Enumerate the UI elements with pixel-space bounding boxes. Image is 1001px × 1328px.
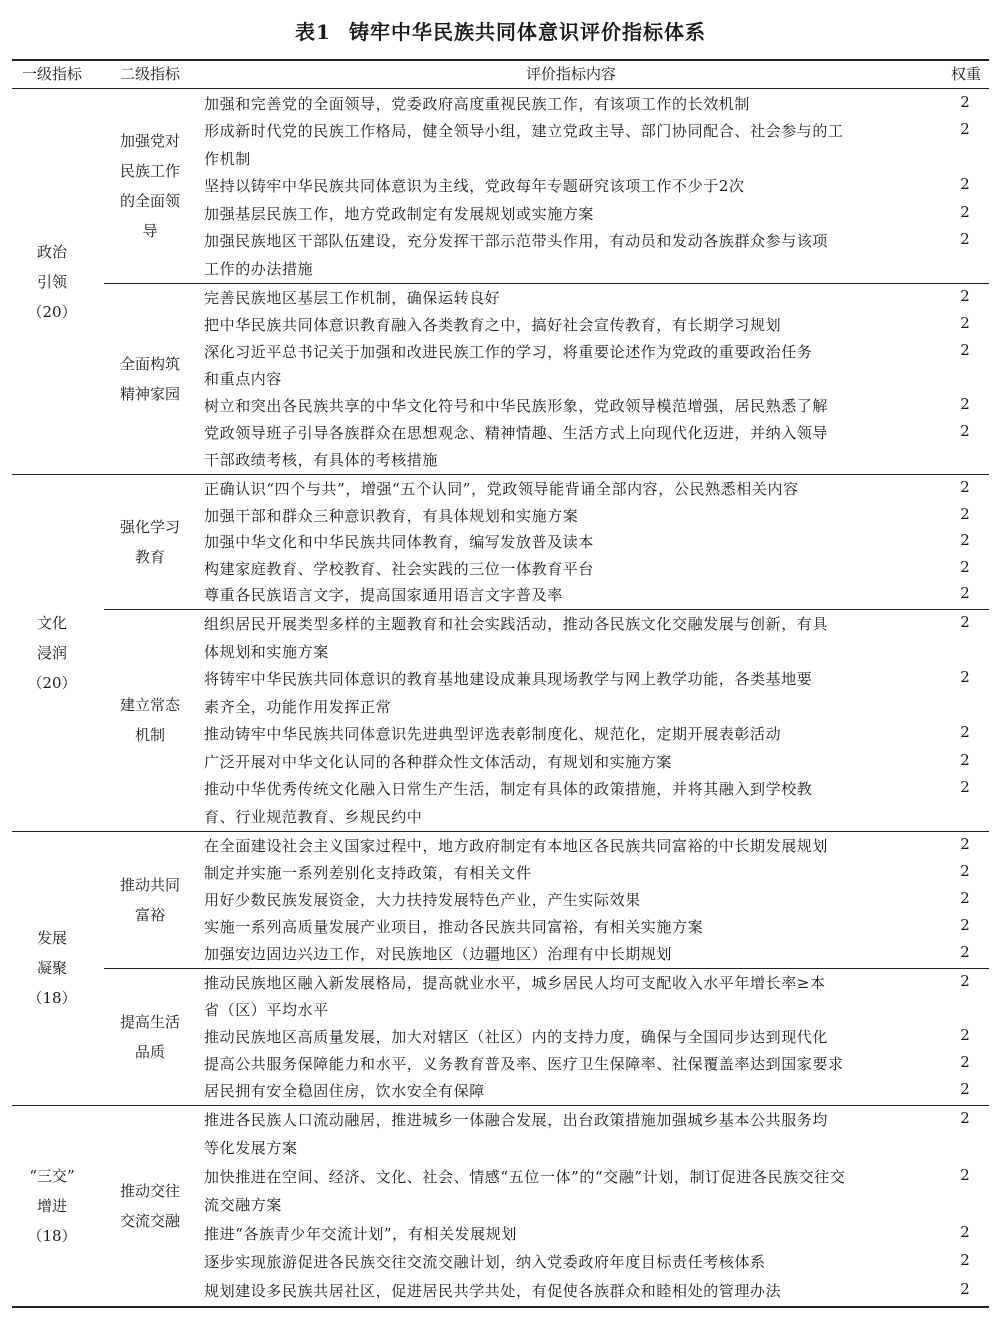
indicator-text: 干部政绩考核，有具体的考核措施 — [204, 451, 439, 469]
subcategory-label: 加强党对 — [119, 132, 180, 150]
table-title-text: 铸牢中华民族共同体意识评价指标体系 — [348, 20, 706, 44]
category-label: 政治 — [36, 242, 67, 261]
header-rule — [12, 88, 989, 89]
weight-value: 2 — [960, 531, 970, 550]
weight-value: 2 — [960, 175, 970, 194]
header-level2: 二级指标 — [119, 65, 180, 83]
indicator-text: 坚持以铸牢中华民族共同体意识为主线，党政每年专题研究该项工作不少于2次 — [204, 177, 745, 196]
indicator-text: 体规划和实施方案 — [204, 642, 329, 661]
weight-value: 2 — [960, 341, 970, 359]
indicator-text: 完善民族地区基层工作机制，确保运转良好 — [204, 289, 501, 307]
header-weight: 权重 — [950, 65, 981, 83]
indicator-text: 把中华民族共同体意识教育融入各类教育之中，搞好社会宣传教育，有长期学习规划 — [204, 316, 782, 334]
subcategory-rule — [104, 968, 989, 969]
weight-value: 2 — [960, 120, 970, 139]
indicator-text: 树立和突出各民族共享的中华文化符号和中华民族形象，党政领导模范增强，居民熟悉了解 — [204, 397, 829, 415]
weight-value: 2 — [960, 230, 970, 249]
indicator-text: 省（区）平均水平 — [204, 1001, 329, 1019]
indicator-text: 加强和完善党的全面领导，党委政府高度重视民族工作，有该项工作的长效机制 — [204, 95, 751, 113]
indicator-text: 深化习近平总书记关于加强和改进民族工作的学习，将重要论述作为党政的重要政治任务 — [204, 343, 813, 361]
indicator-text: 实施一系列高质量发展产业项目，推动各民族共同富裕，有相关实施方案 — [204, 918, 704, 936]
weight-value: 2 — [960, 778, 970, 796]
weight-value: 2 — [960, 584, 970, 603]
subcategory-label: 教育 — [134, 547, 165, 566]
subcategory-label: 全面构筑 — [119, 354, 180, 373]
weight-value: 2 — [960, 972, 970, 990]
indicator-text: 推进各民族人口流动融居，推进城乡一体融合发展，出台政策措施加强城乡基本公共服务均 — [204, 1111, 829, 1129]
indicator-text: 组织居民开展类型多样的主题教育和社会实践活动，推动各民族文化交融发展与创新，有具 — [204, 615, 829, 633]
indicator-text: 推进“各族青少年交流计划”，有相关发展规划 — [204, 1224, 517, 1243]
weight-value: 2 — [960, 287, 970, 305]
indicator-text: 将铸牢中华民族共同体意识的教育基地建设成兼具现场教学与网上教学功能，各类基地要 — [204, 670, 813, 688]
indicator-text: 逐步实现旅游促进各民族交往交流交融计划，纳入党委政府年度目标责任考核体系 — [204, 1253, 766, 1272]
category-label: “三交” — [29, 1166, 75, 1185]
weight-value: 2 — [960, 478, 970, 496]
category-label: （20） — [27, 673, 77, 692]
category-label: 增进 — [36, 1196, 67, 1215]
category-label: 凝聚 — [36, 959, 67, 977]
indicator-text: 在全面建设社会主义国家过程中，地方政府制定有本地区各民族共同富裕的中长期发展规划 — [204, 837, 829, 855]
indicator-text: 加强安边固边兴边工作，对民族地区（边疆地区）治理有中长期规划 — [204, 945, 673, 963]
weight-value: 2 — [960, 862, 970, 880]
subcategory-rule — [104, 283, 989, 284]
subcategory-label: 提高生活 — [119, 1012, 180, 1031]
indicator-text: 加强基层民族工作，地方党政制定有发展规划或实施方案 — [204, 204, 595, 223]
subcategory-label: 精神家园 — [119, 384, 180, 403]
weight-value: 2 — [960, 395, 970, 413]
weight-value: 2 — [960, 93, 970, 111]
weight-value: 2 — [960, 943, 970, 961]
table-top-rule — [12, 59, 989, 61]
weight-value: 2 — [960, 202, 970, 221]
weight-value: 2 — [960, 1222, 970, 1241]
category-label: （18） — [27, 1226, 77, 1245]
indicator-text: 制定并实施一系列差别化支持政策，有相关文件 — [204, 864, 532, 882]
indicator-text: 加强干部和群众三种意识教育，有具体规划和实施方案 — [204, 506, 579, 525]
category-rule — [12, 474, 989, 475]
indicator-text: 素齐全，功能作用发挥正常 — [204, 697, 392, 716]
indicator-text: 流交融方案 — [204, 1196, 283, 1215]
category-label: 引领 — [36, 272, 67, 291]
indicator-text: 和重点内容 — [204, 370, 283, 388]
subcategory-label: 建立常态 — [119, 696, 180, 714]
weight-value: 2 — [960, 668, 970, 686]
table-number: 表1 — [295, 20, 331, 44]
weight-value: 2 — [960, 314, 970, 332]
weight-value: 2 — [960, 1109, 970, 1127]
weight-value: 2 — [960, 1251, 970, 1270]
indicator-text: 工作的办法措施 — [204, 259, 314, 278]
subcategory-label: 的全面领 — [119, 192, 180, 210]
category-label: 浸润 — [36, 643, 67, 662]
category-label: 文化 — [36, 613, 67, 632]
subcategory-label: 推动交往 — [119, 1181, 180, 1200]
indicator-text: 用好少数民族发展资金，大力扶持发展特色产业，产生实际效果 — [204, 891, 641, 909]
subcategory-label: 推动共同 — [119, 875, 180, 894]
weight-value: 2 — [960, 1165, 970, 1184]
subcategory-label: 民族工作 — [119, 162, 180, 180]
indicator-text: 推动中华优秀传统文化融入日常生产生活，制定有具体的政策措施，并将其融入到学校教 — [204, 780, 813, 798]
weight-value: 2 — [960, 1279, 970, 1298]
indicator-text: 正确认识“四个与共”，增强“五个认同”，党政领导能背诵全部内容，公民熟悉相关内容 — [204, 480, 799, 498]
indicator-text: 规划建设多民族共居社区，促进居民共学共处，有促使各族群众和睦相处的管理办法 — [204, 1281, 782, 1300]
subcategory-label: 富裕 — [134, 905, 165, 924]
weight-value: 2 — [960, 422, 970, 440]
weight-value: 2 — [960, 835, 970, 853]
subcategory-label: 机制 — [134, 726, 165, 744]
category-label: （20） — [27, 302, 77, 321]
weight-value: 2 — [960, 1026, 970, 1044]
subcategory-label: 导 — [142, 222, 158, 240]
subcategory-rule — [104, 609, 989, 610]
indicator-text: 推动民族地区融入新发展格局，提高就业水平，城乡居民人均可支配收入水平年增长率≥本 — [204, 974, 826, 992]
table-bottom-rule — [12, 1306, 989, 1308]
indicator-text: 提高公共服务保障能力和水平，义务教育普及率、医疗卫生保障率、社保覆盖率达到国家要求 — [204, 1055, 844, 1073]
indicator-text: 等化发展方案 — [204, 1139, 298, 1158]
indicator-text: 加快推进在空间、经济、文化、社会、情感“五位一体”的“交融”计划，制订促进各民族交往交 — [204, 1167, 846, 1186]
indicator-text: 推动铸牢中华民族共同体意识先进典型评选表彰制度化、规范化，定期开展表彰活动 — [204, 725, 782, 743]
indicator-text: 推动民族地区高质量发展，加大对辖区（社区）内的支持力度，确保与全国同步达到现代化 — [204, 1028, 829, 1046]
indicator-text: 作机制 — [204, 149, 251, 168]
subcategory-label: 交流交融 — [119, 1211, 180, 1230]
indicator-text: 广泛开展对中华文化认同的各种群众性文体活动，有规划和实施方案 — [204, 752, 673, 771]
weight-value: 2 — [960, 1053, 970, 1071]
category-rule — [12, 1105, 989, 1106]
weight-value: 2 — [960, 750, 970, 769]
header-level1: 一级指标 — [21, 65, 82, 83]
indicator-text: 党政领导班子引导各族群众在思想观念、精神情趣、生活方式上向现代化迈进，并纳入领导 — [204, 424, 829, 442]
header-content: 评价指标内容 — [525, 65, 616, 83]
category-label: 发展 — [36, 929, 67, 947]
indicator-text: 加强民族地区干部队伍建设，充分发挥干部示范带头作用，有动员和发动各族群众参与该项 — [204, 232, 829, 251]
subcategory-label: 强化学习 — [119, 517, 180, 536]
subcategory-label: 品质 — [134, 1042, 165, 1061]
category-rule — [12, 831, 989, 832]
indicator-text: 育、行业规范教育、乡规民约中 — [204, 807, 423, 826]
weight-value: 2 — [960, 916, 970, 934]
indicator-text: 加强中华文化和中华民族共同体教育，编写发放普及读本 — [204, 533, 595, 552]
indicator-text: 尊重各民族语言文字，提高国家通用语言文字普及率 — [204, 586, 563, 605]
weight-value: 2 — [960, 557, 970, 576]
weight-value: 2 — [960, 1080, 970, 1098]
weight-value: 2 — [960, 723, 970, 741]
indicator-text: 形成新时代党的民族工作格局，健全领导小组，建立党政主导、部门协同配合、社会参与的工 — [204, 122, 844, 141]
weight-value: 2 — [960, 889, 970, 907]
weight-value: 2 — [960, 504, 970, 523]
indicator-text: 居民拥有安全稳固住房，饮水安全有保障 — [204, 1082, 485, 1100]
weight-value: 2 — [960, 613, 970, 631]
indicator-text: 构建家庭教育、学校教育、社会实践的三位一体教育平台 — [204, 559, 595, 578]
category-label: （18） — [27, 989, 77, 1007]
